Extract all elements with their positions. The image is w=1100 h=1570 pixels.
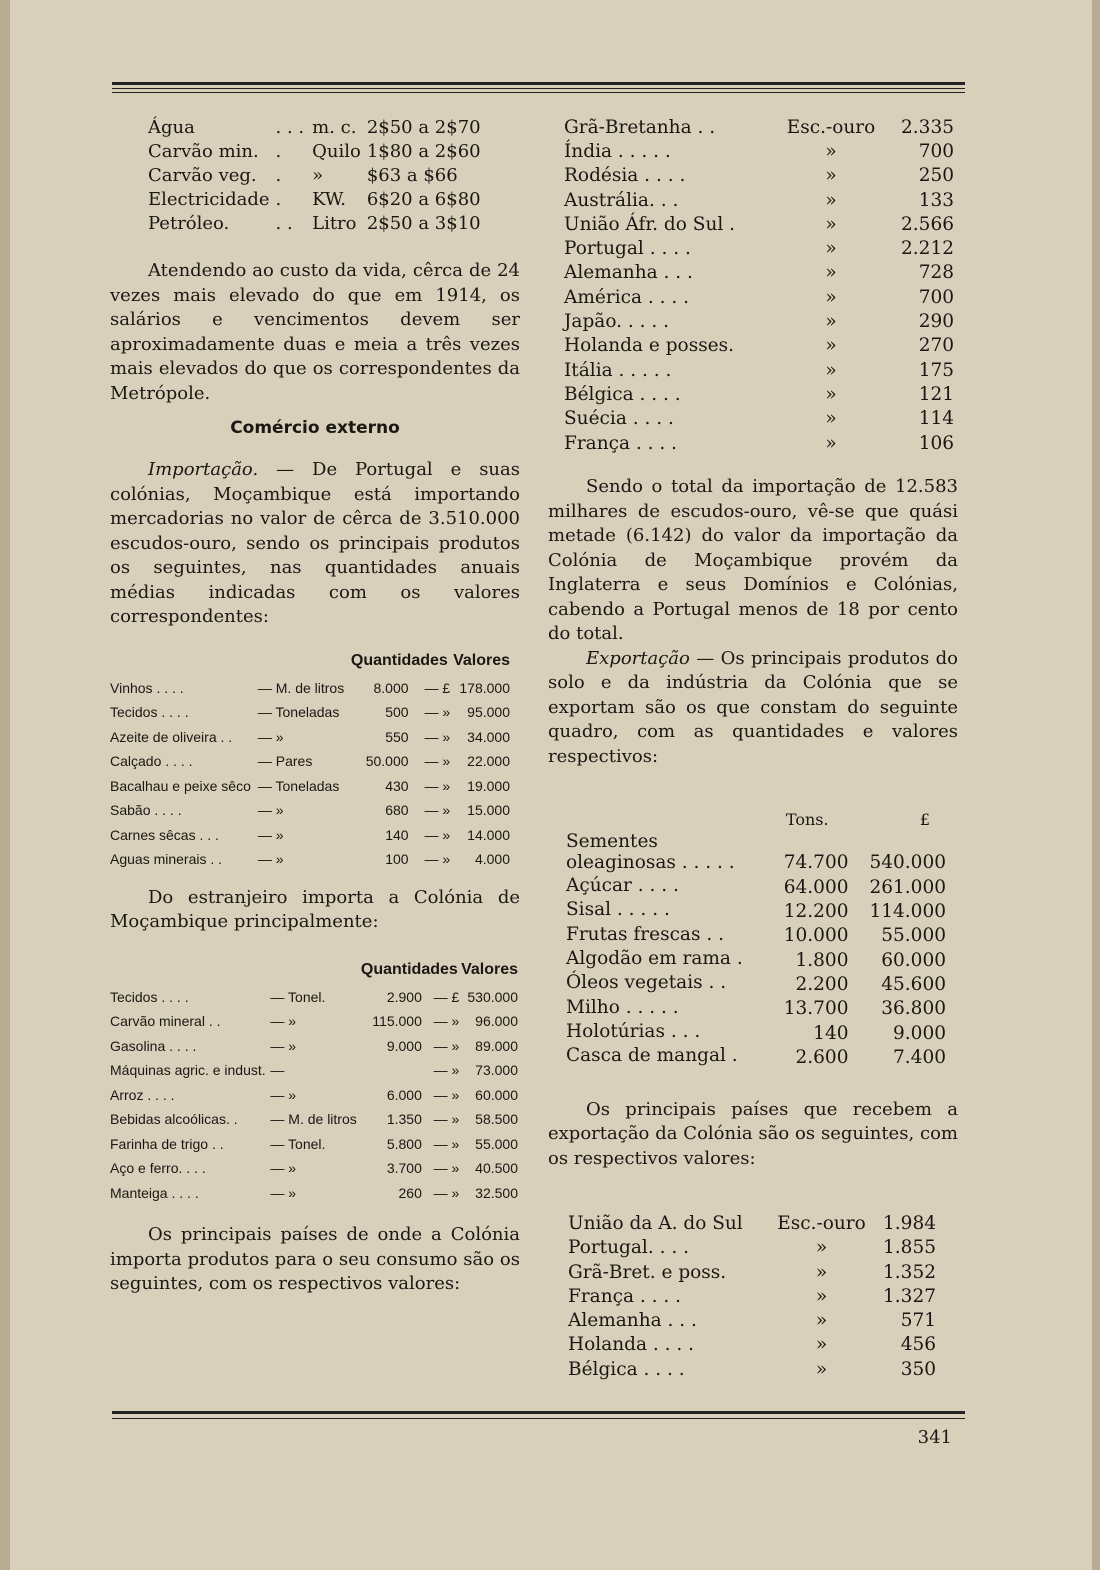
quantity-cell: 500	[385, 704, 409, 721]
country-name: França . . . .	[568, 1285, 682, 1307]
price-dots: .	[275, 164, 282, 186]
export-tons: 64.000	[783, 876, 849, 898]
portugal-imports-table	[110, 646, 510, 872]
book-page	[10, 0, 1092, 1570]
country-unit: »	[825, 262, 837, 284]
country-value: 700	[918, 286, 954, 308]
value-cell: 55.000	[475, 1135, 518, 1152]
left-column	[110, 115, 520, 1297]
table-row	[110, 749, 510, 774]
country-unit: »	[825, 189, 837, 211]
table-row	[110, 985, 518, 1010]
quantity-cell: 2.900	[386, 988, 422, 1005]
price-dots: . .	[275, 212, 293, 234]
country-value: 270	[918, 335, 954, 357]
country-value: 290	[918, 311, 954, 333]
unit-cell: — »	[257, 851, 284, 868]
item-cell: Carvão mineral . .	[110, 1013, 221, 1030]
country-unit: »	[825, 165, 837, 187]
table-row	[110, 1058, 518, 1083]
quantity-cell	[359, 1058, 421, 1083]
value-cell: 530.000	[467, 988, 518, 1005]
country-row	[568, 1236, 948, 1260]
item-cell: Azeite de oliveira . .	[110, 728, 233, 745]
quantity-cell: 680	[385, 802, 409, 819]
export-tons: 13.700	[783, 998, 849, 1020]
item-cell: Bebidas alcoólicas. .	[110, 1111, 238, 1128]
living-cost-paragraph: Atendendo ao custo da vida, cêrca de 24 vezes mais elevado do que em 1914, os salários e vencimentos devem ser aproximadamente duas e meia a três vezes mais elevados do que os correspondentes da Metrópole.	[110, 260, 520, 404]
value-cell: 40.500	[475, 1160, 518, 1177]
export-item: Milho . . . . .	[566, 996, 679, 1018]
import-label: Importação.	[148, 459, 259, 480]
unit-cell: — Toneladas	[257, 704, 340, 721]
price-list	[148, 115, 481, 235]
bottom-rule-thin	[112, 1418, 965, 1419]
country-unit: »	[825, 335, 837, 357]
unit-cell: — »	[257, 728, 284, 745]
export-row	[566, 946, 946, 970]
quantity-cell: 50.000	[365, 753, 409, 770]
export-tons: 10.000	[783, 925, 849, 947]
symbol-cell: — »	[433, 1111, 460, 1128]
price-unit: KW.	[312, 188, 346, 210]
item-cell: Tecidos . . . .	[110, 704, 189, 721]
country-unit: »	[815, 1285, 828, 1307]
country-row	[568, 1357, 948, 1381]
country-row	[564, 188, 964, 212]
table-row	[110, 823, 510, 848]
country-unit: »	[825, 238, 837, 260]
country-row	[564, 139, 964, 163]
country-value: 456	[900, 1334, 936, 1356]
price-row	[148, 163, 481, 187]
country-row	[564, 285, 964, 309]
export-row	[566, 898, 946, 922]
export-value: 55.000	[881, 925, 946, 947]
price-dots: . . .	[275, 116, 305, 138]
unit-cell: — »	[257, 802, 284, 819]
export-row	[566, 873, 946, 897]
export-value: 60.000	[881, 949, 946, 971]
country-row	[568, 1309, 948, 1333]
quantity-cell: 1.350	[386, 1111, 422, 1128]
country-unit: »	[825, 359, 837, 381]
quantity-cell: 6.000	[386, 1086, 422, 1103]
export-row	[566, 1044, 946, 1068]
price-item: Carvão veg.	[148, 164, 257, 186]
export-value: 114.000	[869, 901, 946, 923]
table-row	[110, 847, 510, 872]
item-cell: Máquinas agric. e indust.	[110, 1062, 266, 1079]
country-row	[564, 115, 964, 139]
tons-header: Tons.	[785, 809, 829, 829]
country-unit: »	[825, 432, 837, 454]
country-value: 1.855	[883, 1237, 936, 1259]
country-name: Alemanha . . .	[568, 1310, 697, 1332]
value-cell: 95.000	[467, 704, 510, 721]
country-value: 121	[918, 383, 954, 405]
quantity-header: Quantidades	[350, 651, 448, 669]
symbol-cell: — »	[433, 1062, 460, 1079]
symbol-cell: — £	[433, 988, 460, 1005]
item-cell: Gasolina . . . .	[110, 1037, 197, 1054]
table-row	[110, 1181, 518, 1206]
price-unit: Litro	[312, 212, 357, 234]
country-name: Bélgica . . . .	[564, 383, 681, 405]
price-range: $63 a $66	[366, 164, 458, 186]
quantity-cell: 3.700	[386, 1160, 422, 1177]
export-tons: 12.200	[783, 901, 849, 923]
table-row	[110, 1034, 518, 1059]
unit-cell: —	[270, 1062, 285, 1079]
country-name: Portugal . . . .	[564, 238, 691, 260]
export-item: Açúcar . . . .	[566, 875, 679, 897]
export-value: 9.000	[893, 1022, 946, 1044]
value-cell: 96.000	[475, 1013, 518, 1030]
unit-cell: — M. de litros	[257, 679, 345, 696]
export-row	[566, 1019, 946, 1043]
table-row	[110, 774, 510, 799]
country-row	[564, 407, 964, 431]
country-row	[568, 1211, 948, 1235]
item-cell: Sabão . . . .	[110, 802, 182, 819]
table-row	[110, 1156, 518, 1181]
item-cell: Aguas minerais . .	[110, 851, 223, 868]
bottom-rule	[112, 1411, 965, 1414]
country-value: 1.327	[883, 1285, 936, 1307]
symbol-cell: — »	[433, 1013, 460, 1030]
quantity-cell: 260	[398, 1184, 422, 1201]
country-unit: »	[815, 1237, 828, 1259]
country-name: Índia . . . . .	[564, 140, 671, 162]
country-unit: »	[825, 408, 837, 430]
country-name: Itália . . . . .	[564, 359, 672, 381]
export-paragraph	[548, 647, 958, 770]
unit-cell: — »	[270, 1160, 297, 1177]
country-value: 2.335	[901, 116, 954, 138]
item-cell: Bacalhau e peixe sêco	[110, 777, 251, 794]
value-cell: 22.000	[467, 753, 510, 770]
country-name: Holanda . . . .	[568, 1334, 695, 1356]
export-item: Sisal . . . . .	[566, 899, 670, 921]
export-countries-paragraph: Os principais países que recebem a exportação da Colónia são os seguintes, com os respectivos valores:	[548, 1098, 958, 1169]
export-item: Algodão em rama .	[566, 947, 743, 969]
export-tons: 140	[813, 1022, 849, 1044]
value-cell: 73.000	[475, 1062, 518, 1079]
value-cell: 58.500	[475, 1111, 518, 1128]
country-name: União Áfr. do Sul .	[564, 213, 736, 235]
country-row	[564, 431, 964, 455]
value-cell: 15.000	[467, 802, 510, 819]
symbol-cell: — »	[424, 851, 451, 868]
symbol-cell: — »	[433, 1037, 460, 1054]
quantity-cell: 430	[385, 777, 409, 794]
export-value: 45.600	[881, 973, 946, 995]
price-row	[148, 211, 481, 235]
country-value: 106	[918, 432, 954, 454]
price-range: 6$20 a 6$80	[366, 188, 481, 210]
value-cell: 19.000	[467, 777, 510, 794]
country-unit: »	[825, 311, 837, 333]
country-row	[568, 1284, 948, 1308]
country-unit: Esc.-ouro	[777, 1212, 866, 1234]
price-row	[148, 187, 481, 211]
country-value: 1.984	[883, 1212, 936, 1234]
price-dots: .	[275, 140, 282, 162]
quantity-cell: 115.000	[372, 1013, 422, 1030]
country-name: Japão. . . . .	[564, 311, 670, 333]
price-unit: Quilo	[312, 140, 361, 162]
unit-cell: — Tonel.	[270, 1135, 326, 1152]
symbol-cell: — »	[424, 802, 451, 819]
right-column	[548, 115, 958, 1381]
country-value: 1.352	[883, 1261, 936, 1283]
export-countries-table	[568, 1211, 948, 1381]
pound-header: £	[919, 809, 930, 829]
countries-intro-paragraph: Os principais países de onde a Colónia importa produtos para o seu consumo são os seguintes, com os respectivos valores:	[110, 1224, 520, 1294]
table-row	[110, 1107, 518, 1132]
item-cell: Aço e ferro. . . .	[110, 1160, 206, 1177]
country-name: Holanda e posses.	[564, 335, 735, 357]
value-cell: 32.500	[475, 1184, 518, 1201]
unit-cell: — Toneladas	[257, 777, 340, 794]
country-unit: »	[815, 1310, 828, 1332]
total-import-paragraph: Sendo o total da importação de 12.583 milhares de escudos-ouro, vê-se que quási metade (6.142) do valor da importação da Colónia de Moçambique provém da Inglaterra e seus Domínios e Colónias, cabendo a Portugal menos de 18 por cento do total.	[548, 476, 958, 645]
symbol-cell: — »	[424, 728, 451, 745]
top-rule	[112, 82, 965, 85]
export-label: Exportação	[586, 647, 690, 669]
country-name: Portugal. . . .	[568, 1237, 689, 1259]
unit-cell: — Tonel.	[270, 988, 326, 1005]
price-unit: m. c.	[312, 116, 357, 138]
country-value: 728	[918, 262, 954, 284]
country-name: Grã-Bret. e poss.	[568, 1261, 727, 1283]
quantity-cell: 8.000	[373, 679, 409, 696]
country-value: 571	[900, 1310, 936, 1332]
exports-table	[566, 807, 946, 1068]
table-row	[110, 725, 510, 750]
table-row	[110, 1132, 518, 1157]
values-header: Valores	[461, 960, 518, 978]
item-cell: Arroz . . . .	[110, 1086, 175, 1103]
item-cell: Tecidos . . . .	[110, 988, 189, 1005]
item-cell: Vinhos . . . .	[110, 679, 184, 696]
country-name: Austrália. . .	[564, 189, 679, 211]
item-cell: Carnes sêcas . . .	[110, 826, 219, 843]
country-value: 133	[918, 189, 954, 211]
unit-cell: — »	[270, 1013, 297, 1030]
section-heading: Comércio externo	[230, 418, 400, 438]
country-row	[564, 334, 964, 358]
value-cell: 60.000	[475, 1086, 518, 1103]
value-cell: 178.000	[459, 679, 510, 696]
export-row	[566, 922, 946, 946]
symbol-cell: — »	[433, 1135, 460, 1152]
unit-cell: — »	[270, 1086, 297, 1103]
unit-cell: — »	[270, 1037, 297, 1054]
symbol-cell: — »	[424, 753, 451, 770]
export-value: 261.000	[869, 876, 946, 898]
value-cell: 34.000	[467, 728, 510, 745]
symbol-cell: — »	[424, 777, 451, 794]
table-row	[110, 700, 510, 725]
price-range: 1$80 a 2$60	[366, 140, 481, 162]
country-unit: »	[825, 383, 837, 405]
export-row	[566, 971, 946, 995]
country-name: Alemanha . . .	[564, 262, 693, 284]
top-rule-thin-2	[112, 92, 965, 93]
export-value: 540.000	[869, 852, 946, 874]
values-header: Valores	[453, 651, 510, 669]
country-row	[564, 212, 964, 236]
country-name: França . . . .	[564, 432, 678, 454]
country-unit: »	[815, 1334, 828, 1356]
export-tons: 74.700	[783, 852, 849, 874]
quantity-cell: 9.000	[386, 1037, 422, 1054]
export-row	[566, 995, 946, 1019]
unit-cell: — »	[257, 826, 284, 843]
country-unit: Esc.-ouro	[786, 116, 876, 138]
symbol-cell: — »	[424, 826, 451, 843]
price-item: Petróleo.	[148, 212, 230, 234]
unit-cell: — »	[270, 1184, 297, 1201]
symbol-cell: — »	[433, 1086, 460, 1103]
country-row	[564, 261, 964, 285]
import-text: — De Portugal e suas colónias, Moçambique está importando mercadorias no valor de cêrca de 3.510.000 escudos-ouro, sendo os principais produtos os seguintes, nas quantidades anuais médias indicadas com os valores correspondentes:	[110, 459, 520, 627]
country-name: Grã-Bretanha . .	[564, 116, 716, 138]
country-value: 2.212	[901, 238, 954, 260]
quantity-header: Quantidades	[360, 960, 458, 978]
country-value: 350	[900, 1358, 936, 1380]
export-item: Casca de mangal .	[566, 1045, 738, 1067]
country-value: 700	[918, 140, 954, 162]
price-row	[148, 139, 481, 163]
unit-cell: — M. de litros	[270, 1111, 357, 1128]
country-unit: »	[815, 1358, 828, 1380]
country-unit: »	[825, 286, 837, 308]
symbol-cell: — »	[424, 704, 451, 721]
country-name: União da A. do Sul	[568, 1212, 743, 1234]
value-cell: 89.000	[475, 1037, 518, 1054]
country-name: América . . . .	[564, 286, 690, 308]
country-value: 250	[918, 165, 954, 187]
export-text: — Os principais produtos do solo e da indústria da Colónia que se exportam são os que constam do seguinte quadro, com as quantidades e valores respectivos:	[548, 647, 958, 767]
country-row	[564, 236, 964, 260]
quantity-cell: 100	[385, 851, 409, 868]
country-row	[568, 1333, 948, 1357]
price-item: Carvão min.	[148, 140, 259, 162]
item-cell: Manteiga . . . .	[110, 1184, 199, 1201]
symbol-cell: — £	[424, 679, 451, 696]
export-tons: 2.600	[795, 1046, 849, 1068]
table-row	[110, 1083, 518, 1108]
country-name: Bélgica . . . .	[568, 1358, 685, 1380]
country-name: Suécia . . . .	[564, 408, 674, 430]
symbol-cell: — »	[433, 1160, 460, 1177]
quantity-cell: 140	[385, 826, 409, 843]
price-item: Electricidade	[148, 188, 270, 210]
table-row	[110, 1009, 518, 1034]
import-countries-table	[564, 115, 964, 455]
country-value: 2.566	[901, 213, 954, 235]
top-rule-thin	[112, 88, 965, 89]
export-item: Holotúrias . . .	[566, 1020, 701, 1042]
table-row	[110, 798, 510, 823]
quantity-cell: 550	[385, 728, 409, 745]
price-range: 2$50 a 3$10	[366, 212, 481, 234]
price-dots: .	[275, 188, 282, 210]
export-tons: 1.800	[795, 949, 849, 971]
price-item: Água	[148, 116, 195, 138]
export-item: Sementes oleaginosas . . . . .	[566, 831, 735, 874]
foreign-imports-table	[110, 955, 518, 1206]
export-value: 36.800	[881, 998, 946, 1020]
page-number: 341	[917, 1427, 952, 1448]
country-value: 175	[918, 359, 954, 381]
country-value: 114	[918, 408, 954, 430]
price-row	[148, 115, 481, 139]
export-tons: 2.200	[795, 973, 849, 995]
country-row	[568, 1260, 948, 1284]
country-name: Rodésia . . . .	[564, 165, 686, 187]
export-row	[566, 831, 946, 873]
country-row	[564, 358, 964, 382]
export-item: Frutas frescas . .	[566, 923, 724, 945]
country-unit: »	[815, 1261, 828, 1283]
export-value: 7.400	[893, 1046, 946, 1068]
item-cell: Calçado . . . .	[110, 753, 193, 770]
symbol-cell: — »	[433, 1184, 460, 1201]
country-unit: »	[825, 213, 837, 235]
table-row	[110, 676, 510, 701]
price-range: 2$50 a 2$70	[366, 116, 481, 138]
country-row	[564, 382, 964, 406]
country-unit: »	[825, 140, 837, 162]
unit-cell: — Pares	[257, 753, 313, 770]
country-row	[564, 309, 964, 333]
export-item: Óleos vegetais . .	[566, 972, 727, 994]
country-row	[564, 164, 964, 188]
import-paragraph	[110, 458, 520, 630]
value-cell: 14.000	[467, 826, 510, 843]
item-cell: Farinha de trigo . .	[110, 1135, 224, 1152]
quantity-cell: 5.800	[386, 1135, 422, 1152]
foreign-import-paragraph: Do estranjeiro importa a Colónia de Moçambique principalmente:	[110, 886, 520, 932]
price-unit: »	[312, 164, 324, 186]
value-cell: 4.000	[474, 851, 510, 868]
